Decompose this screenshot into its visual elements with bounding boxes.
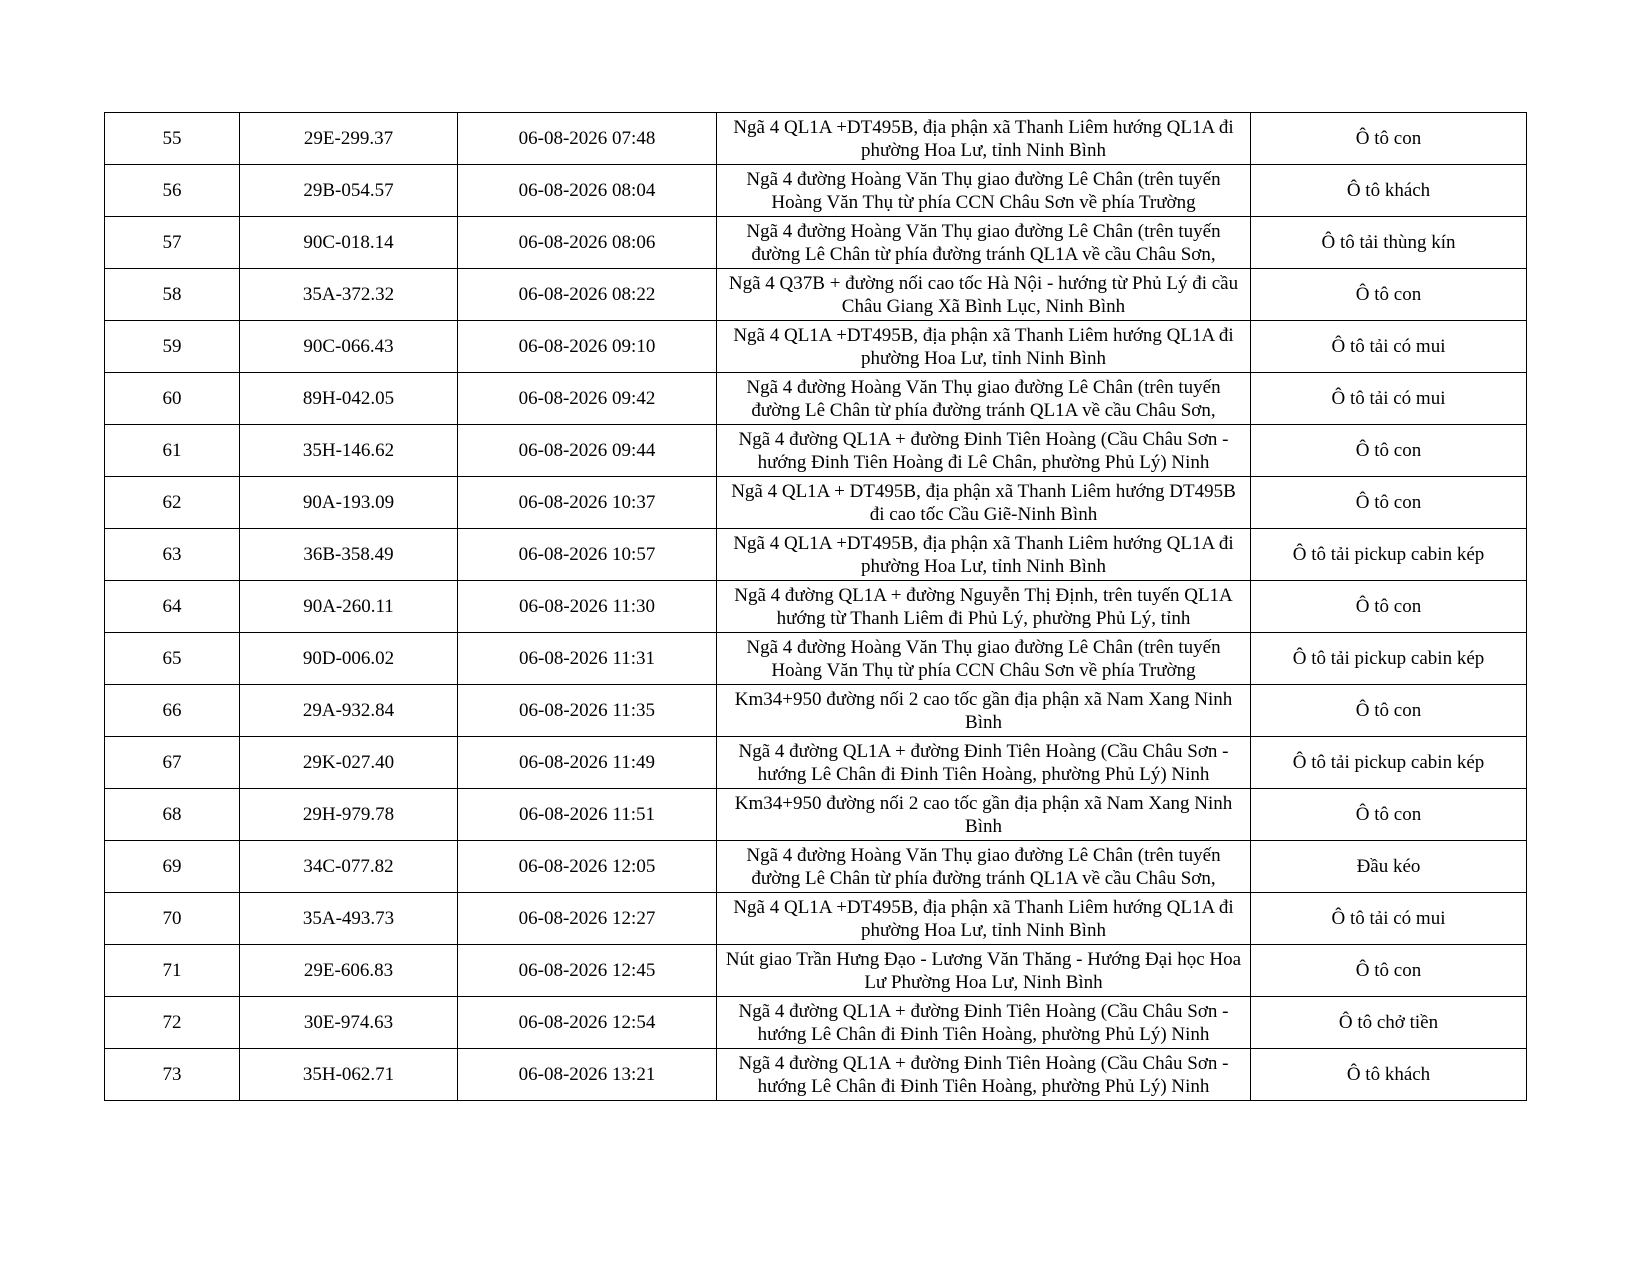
cell-license-plate: 34C-077.82	[240, 841, 458, 893]
table-body	[105, 113, 1527, 1101]
cell-vehicle-type: Ô tô chở tiền	[1251, 997, 1527, 1049]
cell-violation-time: 06-08-2026 12:05	[458, 841, 717, 893]
location-text: Km34+950 đường nối 2 cao tốc gần địa phận xã Nam Xang Ninh Bình	[734, 792, 1233, 837]
cell-license-plate: 29H-979.78	[240, 789, 458, 841]
cell-location	[717, 685, 1251, 737]
cell-license-plate: 90C-066.43	[240, 321, 458, 373]
cell-violation-time: 06-08-2026 09:44	[458, 425, 717, 477]
cell-vehicle-type: Đầu kéo	[1251, 841, 1527, 893]
location-text: Ngã 4 QL1A +DT495B, địa phận xã Thanh Liêm hướng QL1A đi phường Hoa Lư, tỉnh Ninh Bình	[733, 116, 1234, 161]
table-row	[105, 113, 1527, 165]
cell-location	[717, 633, 1251, 685]
cell-vehicle-type: Ô tô tải có mui	[1251, 321, 1527, 373]
cell-vehicle-type: Ô tô tải có mui	[1251, 893, 1527, 945]
cell-location	[717, 1049, 1251, 1101]
cell-location	[717, 997, 1251, 1049]
cell-vehicle-type: Ô tô tải pickup cabin kép	[1251, 737, 1527, 789]
cell-license-plate: 29E-606.83	[240, 945, 458, 997]
cell-index: 56	[105, 165, 240, 217]
cell-index: 60	[105, 373, 240, 425]
cell-license-plate: 35A-372.32	[240, 269, 458, 321]
cell-license-plate: 29B-054.57	[240, 165, 458, 217]
cell-violation-time: 06-08-2026 11:31	[458, 633, 717, 685]
cell-violation-time: 06-08-2026 12:27	[458, 893, 717, 945]
location-text: Ngã 4 QL1A +DT495B, địa phận xã Thanh Liêm hướng QL1A đi phường Hoa Lư, tỉnh Ninh Bình	[733, 896, 1234, 941]
cell-location	[717, 893, 1251, 945]
location-text: Ngã 4 QL1A +DT495B, địa phận xã Thanh Liêm hướng QL1A đi phường Hoa Lư, tỉnh Ninh Bình	[733, 532, 1234, 577]
cell-license-plate: 90C-018.14	[240, 217, 458, 269]
violations-table	[104, 112, 1527, 1101]
cell-license-plate: 90A-193.09	[240, 477, 458, 529]
cell-vehicle-type: Ô tô tải pickup cabin kép	[1251, 633, 1527, 685]
cell-violation-time: 06-08-2026 11:35	[458, 685, 717, 737]
table-row	[105, 373, 1527, 425]
cell-vehicle-type: Ô tô tải thùng kín	[1251, 217, 1527, 269]
cell-index: 62	[105, 477, 240, 529]
cell-violation-time: 06-08-2026 10:37	[458, 477, 717, 529]
table-row	[105, 685, 1527, 737]
table-row	[105, 321, 1527, 373]
cell-vehicle-type: Ô tô con	[1251, 789, 1527, 841]
cell-violation-time: 06-08-2026 08:06	[458, 217, 717, 269]
location-text: Ngã 4 đường Hoàng Văn Thụ giao đường Lê Chân (trên tuyến Hoàng Văn Thụ từ phía CCN Châu Sơn về phía Trường	[746, 168, 1221, 213]
location-text: Ngã 4 đường Hoàng Văn Thụ giao đường Lê Chân (trên tuyến Hoàng Văn Thụ từ phía CCN Châu Sơn về phía Trường	[746, 636, 1221, 681]
cell-violation-time: 06-08-2026 11:49	[458, 737, 717, 789]
cell-vehicle-type: Ô tô con	[1251, 113, 1527, 165]
cell-vehicle-type: Ô tô con	[1251, 477, 1527, 529]
cell-index: 66	[105, 685, 240, 737]
table-row	[105, 633, 1527, 685]
table-row	[105, 581, 1527, 633]
cell-location	[717, 113, 1251, 165]
cell-index: 64	[105, 581, 240, 633]
cell-index: 63	[105, 529, 240, 581]
cell-index: 68	[105, 789, 240, 841]
location-text: Nút giao Trần Hưng Đạo - Lương Văn Thăng - Hướng Đại học Hoa Lư Phường Hoa Lư, Ninh Bình	[725, 948, 1242, 993]
cell-location	[717, 217, 1251, 269]
table-row	[105, 737, 1527, 789]
cell-license-plate: 36B-358.49	[240, 529, 458, 581]
location-text: Ngã 4 đường QL1A + đường Đinh Tiên Hoàng (Cầu Châu Sơn - hướng Lê Chân đi Đinh Tiên Hoàng, phường Phủ Lý) Ninh	[738, 1000, 1229, 1045]
cell-location	[717, 945, 1251, 997]
cell-location	[717, 737, 1251, 789]
cell-license-plate: 90D-006.02	[240, 633, 458, 685]
cell-violation-time: 06-08-2026 12:45	[458, 945, 717, 997]
cell-location	[717, 477, 1251, 529]
cell-license-plate: 35A-493.73	[240, 893, 458, 945]
cell-vehicle-type: Ô tô tải pickup cabin kép	[1251, 529, 1527, 581]
cell-violation-time: 06-08-2026 13:21	[458, 1049, 717, 1101]
location-text: Ngã 4 Q37B + đường nối cao tốc Hà Nội - hướng từ Phủ Lý đi cầu Châu Giang Xã Bình Lục, Ninh Bình	[728, 272, 1239, 317]
cell-location	[717, 373, 1251, 425]
cell-license-plate: 29K-027.40	[240, 737, 458, 789]
cell-vehicle-type: Ô tô khách	[1251, 1049, 1527, 1101]
cell-license-plate: 30E-974.63	[240, 997, 458, 1049]
cell-location	[717, 581, 1251, 633]
cell-index: 55	[105, 113, 240, 165]
cell-violation-time: 06-08-2026 11:51	[458, 789, 717, 841]
cell-location	[717, 321, 1251, 373]
table-row	[105, 425, 1527, 477]
table-row	[105, 529, 1527, 581]
table-row	[105, 997, 1527, 1049]
location-text: Ngã 4 đường QL1A + đường Đinh Tiên Hoàng (Cầu Châu Sơn - hướng Lê Chân đi Đinh Tiên Hoàng, phường Phủ Lý) Ninh	[738, 1052, 1229, 1097]
location-text: Ngã 4 đường Hoàng Văn Thụ giao đường Lê Chân (trên tuyến đường Lê Chân từ phía đường tránh QL1A về cầu Châu Sơn,	[746, 220, 1221, 265]
cell-violation-time: 06-08-2026 08:22	[458, 269, 717, 321]
cell-license-plate: 89H-042.05	[240, 373, 458, 425]
cell-index: 65	[105, 633, 240, 685]
location-text: Ngã 4 đường QL1A + đường Đinh Tiên Hoàng (Cầu Châu Sơn - hướng Đinh Tiên Hoàng đi Lê Chân, phường Phủ Lý) Ninh	[738, 428, 1229, 473]
cell-location	[717, 269, 1251, 321]
cell-violation-time: 06-08-2026 09:42	[458, 373, 717, 425]
cell-license-plate: 90A-260.11	[240, 581, 458, 633]
location-text: Ngã 4 đường Hoàng Văn Thụ giao đường Lê Chân (trên tuyến đường Lê Chân từ phía đường tránh QL1A về cầu Châu Sơn,	[746, 844, 1221, 889]
cell-location	[717, 425, 1251, 477]
table-row	[105, 841, 1527, 893]
cell-violation-time: 06-08-2026 07:48	[458, 113, 717, 165]
cell-index: 61	[105, 425, 240, 477]
table-row	[105, 945, 1527, 997]
cell-index: 67	[105, 737, 240, 789]
table-row	[105, 269, 1527, 321]
location-text: Km34+950 đường nối 2 cao tốc gần địa phận xã Nam Xang Ninh Bình	[734, 688, 1233, 733]
cell-violation-time: 06-08-2026 08:04	[458, 165, 717, 217]
cell-index: 71	[105, 945, 240, 997]
cell-index: 59	[105, 321, 240, 373]
cell-location	[717, 841, 1251, 893]
table-row	[105, 165, 1527, 217]
table-row	[105, 1049, 1527, 1101]
table-row	[105, 893, 1527, 945]
cell-violation-time: 06-08-2026 10:57	[458, 529, 717, 581]
location-text: Ngã 4 QL1A +DT495B, địa phận xã Thanh Liêm hướng QL1A đi phường Hoa Lư, tỉnh Ninh Bình	[733, 324, 1234, 369]
table-row	[105, 789, 1527, 841]
cell-license-plate: 29E-299.37	[240, 113, 458, 165]
location-text: Ngã 4 QL1A + DT495B, địa phận xã Thanh Liêm hướng DT495B đi cao tốc Cầu Giẽ-Ninh Bình	[731, 480, 1236, 525]
cell-vehicle-type: Ô tô con	[1251, 425, 1527, 477]
cell-vehicle-type: Ô tô khách	[1251, 165, 1527, 217]
cell-vehicle-type: Ô tô con	[1251, 685, 1527, 737]
cell-vehicle-type: Ô tô con	[1251, 945, 1527, 997]
cell-location	[717, 789, 1251, 841]
location-text: Ngã 4 đường QL1A + đường Đinh Tiên Hoàng (Cầu Châu Sơn - hướng Lê Chân đi Đinh Tiên Hoàng, phường Phủ Lý) Ninh	[738, 740, 1229, 785]
cell-index: 72	[105, 997, 240, 1049]
cell-license-plate: 29A-932.84	[240, 685, 458, 737]
cell-index: 69	[105, 841, 240, 893]
cell-vehicle-type: Ô tô tải có mui	[1251, 373, 1527, 425]
cell-vehicle-type: Ô tô con	[1251, 269, 1527, 321]
cell-violation-time: 06-08-2026 09:10	[458, 321, 717, 373]
cell-license-plate: 35H-146.62	[240, 425, 458, 477]
location-text: Ngã 4 đường Hoàng Văn Thụ giao đường Lê Chân (trên tuyến đường Lê Chân từ phía đường tránh QL1A về cầu Châu Sơn,	[746, 376, 1221, 421]
cell-violation-time: 06-08-2026 11:30	[458, 581, 717, 633]
cell-license-plate: 35H-062.71	[240, 1049, 458, 1101]
cell-location	[717, 165, 1251, 217]
cell-index: 70	[105, 893, 240, 945]
cell-index: 73	[105, 1049, 240, 1101]
cell-index: 57	[105, 217, 240, 269]
cell-vehicle-type: Ô tô con	[1251, 581, 1527, 633]
location-text: Ngã 4 đường QL1A + đường Nguyễn Thị Định, trên tuyến QL1A hướng từ Thanh Liêm đi Phủ Lý, phường Phủ Lý, tỉnh	[734, 584, 1233, 629]
cell-violation-time: 06-08-2026 12:54	[458, 997, 717, 1049]
cell-location	[717, 529, 1251, 581]
table-row	[105, 477, 1527, 529]
table-row	[105, 217, 1527, 269]
cell-index: 58	[105, 269, 240, 321]
